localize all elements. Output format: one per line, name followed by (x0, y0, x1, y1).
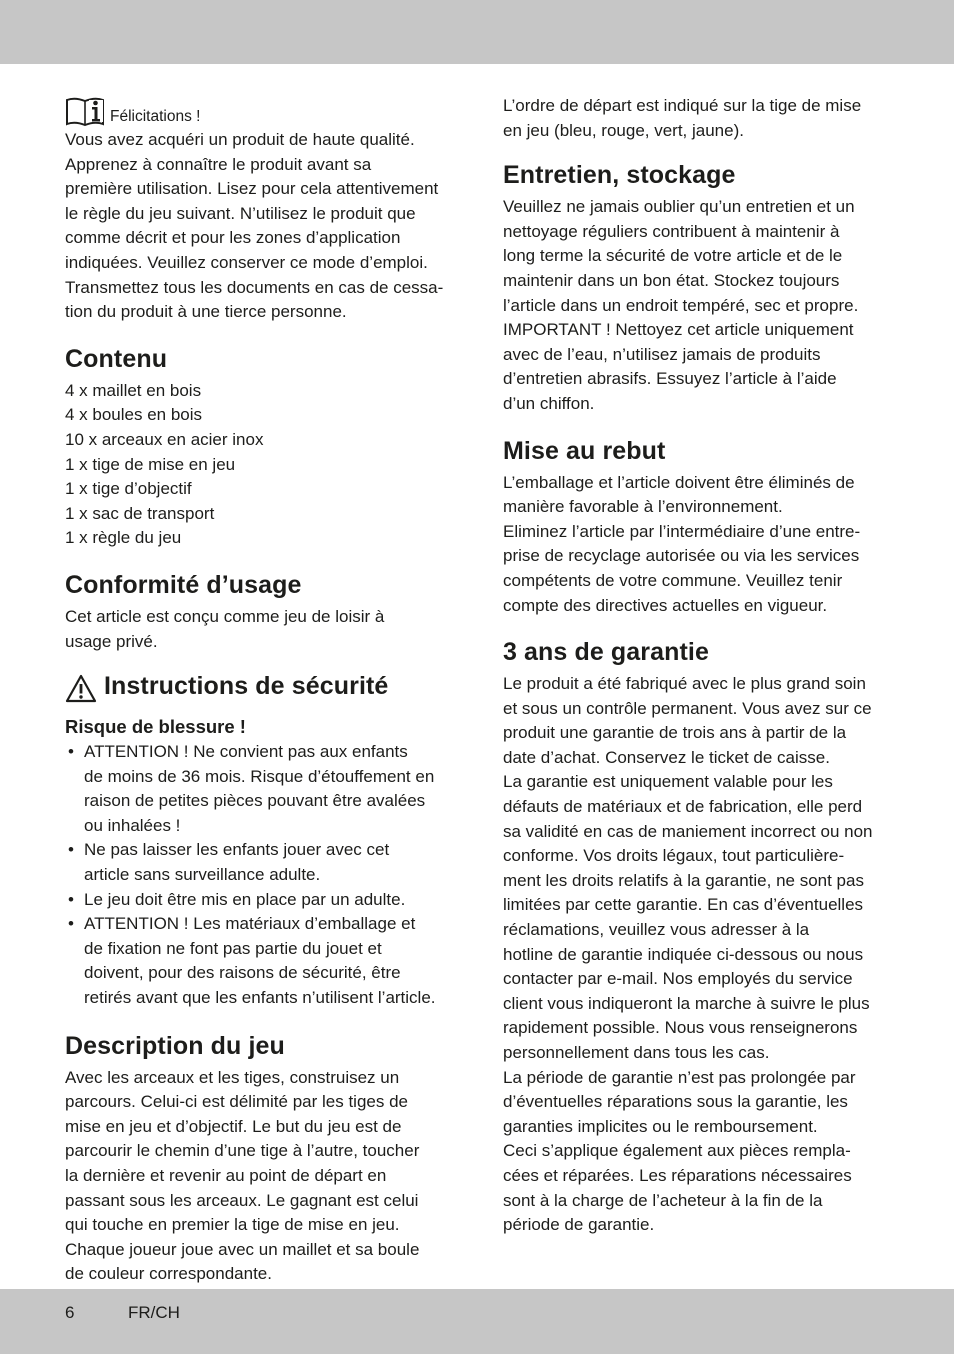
game-description-line: Avec les arceaux et les tiges, construisez un (65, 1067, 400, 1087)
safety-heading-row (65, 671, 457, 706)
game-description-section (65, 1031, 457, 1287)
game-description-line: Chaque joueur joue avec un maillet et sa boule (65, 1239, 420, 1259)
bullet-line: Le jeu doit être mis en place par un adulte. (84, 889, 406, 909)
bullet-line: Ne pas laisser les enfants jouer avec cet (84, 840, 390, 860)
maintenance-line: d’un chiffon. (503, 393, 595, 413)
disposal-line: manière favorable à l’environnement. (503, 497, 783, 517)
list-item: 1 x sac de transport (65, 503, 215, 523)
safety-section (65, 671, 457, 1011)
bullet-marker: • (68, 889, 74, 909)
intro-greeting: Félicitations ! (110, 108, 201, 125)
intro-line: première utilisation. Lisez pour cela attentivement (65, 179, 439, 199)
warranty-line: réclamations, veuillez vous adresser à la (503, 920, 810, 940)
list-item: 1 x règle du jeu (65, 528, 182, 548)
bullet-item (65, 912, 457, 1010)
maintenance-line: long terme la sécurité de votre article et de le (503, 246, 843, 266)
maintenance-line: nettoyage réguliers contribuent à maintenir à (503, 221, 840, 241)
warranty-line: conforme. Vos droits légaux, tout particulière- (503, 846, 845, 866)
intro-greeting-line (65, 96, 457, 128)
warranty-line: Ceci s’applique également aux pièces rempla- (503, 1141, 851, 1161)
intro-line: comme décrit et pour les zones d’application (65, 228, 401, 248)
warning-triangle-icon (65, 674, 97, 704)
intro-line: indiquées. Veuillez conserver ce mode d’emploi. (65, 252, 428, 272)
order-note-line: L’ordre de départ est indiqué sur la tige de mise (503, 96, 862, 115)
bullet-item (65, 838, 457, 887)
game-description-line: parcourir le chemin d’une tige à l’autre, toucher (65, 1141, 420, 1161)
contents-list (65, 379, 457, 551)
warranty-line: cées et réparées. Les réparations nécessaires (503, 1165, 852, 1185)
list-item: 1 x tige d’objectif (65, 479, 192, 499)
intro-line: le règle du jeu suivant. N’utilisez le produit que (65, 203, 416, 223)
warranty-line: d’éventuelles réparations sous la garantie, les (503, 1092, 848, 1112)
disposal-line: L’emballage et l’article doivent être éliminés de (503, 472, 855, 492)
warranty-line: La garantie est uniquement valable pour les (503, 772, 833, 792)
right-column (503, 94, 895, 1238)
bullet-marker: • (68, 742, 74, 762)
warranty-line: rapidement possible. Nous vous renseignerons (503, 1018, 858, 1038)
bullet-item (65, 740, 457, 838)
intended-use-section (65, 570, 457, 654)
warranty-line: produit une garantie de trois ans à partir de la (503, 723, 847, 743)
manual-info-icon (65, 96, 105, 128)
maintenance-line: IMPORTANT ! Nettoyez cet article uniquement (503, 320, 854, 340)
game-description-line: qui touche en premier la tige de mise en jeu. (65, 1215, 400, 1235)
list-item: 1 x tige de mise en jeu (65, 454, 236, 474)
disposal-section (503, 436, 895, 619)
warranty-line: Le produit a été fabriqué avec le plus grand soin (503, 674, 866, 694)
language-code: FR/CH (128, 1303, 180, 1322)
disposal-line: prise de recyclage autorisée ou via les services (503, 546, 860, 566)
warranty-heading: 3 ans de garantie (503, 638, 709, 667)
warranty-line: contacter par e-mail. Nos employés du service (503, 969, 853, 989)
warranty-line: sont à la charge de l’acheteur à la fin de la (503, 1190, 823, 1210)
list-item: 4 x maillet en bois (65, 380, 202, 400)
maintenance-line: d’entretien abrasifs. Essuyez l’article à l’aide (503, 369, 837, 389)
warranty-line: ment les droits relatifs à la garantie, ne sont pas (503, 870, 864, 890)
bullet-line: de fixation ne font pas partie du jouet et (84, 938, 382, 958)
maintenance-line: avec de l’eau, n’utilisez jamais de produits (503, 344, 821, 364)
bullet-marker: • (68, 914, 74, 934)
disposal-line: Eliminez l’article par l’intermédiaire d’une entre- (503, 521, 861, 541)
list-item: 10 x arceaux en acier inox (65, 429, 264, 449)
maintenance-line: Veuillez ne jamais oublier qu’un entretien et un (503, 197, 855, 217)
bullet-marker: • (68, 840, 74, 860)
warranty-line: La période de garantie n’est pas prolongée par (503, 1067, 856, 1087)
game-description-line: passant sous les arceaux. Le gagnant est celui (65, 1190, 419, 1210)
intended-use-line: Cet article est conçu comme jeu de loisir à (65, 606, 385, 626)
intro-text (65, 128, 457, 325)
warranty-line: hotline de garantie indiquée ci-dessous ou nous (503, 944, 864, 964)
warranty-line: période de garantie. (503, 1215, 655, 1235)
intro-line: Vous avez acquéri un produit de haute qualité. (65, 130, 415, 149)
bullet-item (65, 888, 457, 913)
warranty-section (503, 637, 895, 1238)
page-number: 6 (65, 1303, 75, 1322)
contents-section (65, 344, 457, 551)
bullet-line: retirés avant que les enfants n’utilisent l’article. (84, 988, 436, 1008)
header-band (0, 0, 954, 64)
warranty-line: date d’achat. Conservez le ticket de caisse. (503, 747, 830, 767)
maintenance-section (503, 160, 895, 416)
disposal-line: compte des directives actuelles en vigueur. (503, 595, 828, 615)
list-item: 4 x boules en bois (65, 405, 203, 425)
disposal-heading: Mise au rebut (503, 436, 666, 465)
bullet-line: article sans surveillance adulte. (84, 865, 321, 885)
warranty-line: et sous un contrôle permanent. Vous avez sur ce (503, 698, 872, 718)
bullet-line: ATTENTION ! Les matériaux d’emballage et (84, 914, 416, 934)
intended-use-line: usage privé. (65, 631, 158, 651)
injury-risk-subheading: Risque de blessure ! (65, 716, 246, 738)
bullet-line: doivent, pour des raisons de sécurité, être (84, 963, 401, 983)
game-description-line: la dernière et revenir au point de départ en (65, 1166, 387, 1185)
intended-use-heading: Conformité d’usage (65, 570, 302, 599)
warranty-line: personnellement dans tous les cas. (503, 1043, 770, 1062)
warranty-line: défauts de matériaux et de fabrication, elle perd (503, 797, 863, 817)
order-note (503, 94, 895, 143)
game-description-line: parcours. Celui-ci est délimité par les tiges de (65, 1092, 408, 1112)
game-description-line: de couleur correspondante. (65, 1264, 272, 1284)
left-column (65, 96, 457, 1287)
warranty-line: sa validité en cas de maniement incorrect ou non (503, 821, 873, 841)
maintenance-line: maintenir dans un bon état. Stockez toujours (503, 270, 840, 290)
safety-bullet-list (65, 740, 457, 1011)
disposal-line: compétents de votre commune. Veuillez tenir (503, 570, 843, 590)
safety-heading: Instructions de sécurité (104, 672, 389, 701)
contents-heading: Contenu (65, 344, 168, 373)
warranty-line: limitées par cette garantie. En cas d’éventuelles (503, 895, 864, 915)
bullet-line: ou inhalées ! (84, 815, 181, 835)
warranty-line: garanties implicites ou le remboursement. (503, 1116, 818, 1136)
game-description-heading: Description du jeu (65, 1031, 285, 1060)
bullet-line: raison de petites pièces pouvant être avalées (84, 791, 426, 811)
order-note-line: en jeu (bleu, rouge, vert, jaune). (503, 120, 744, 140)
intro-line: tion du produit à une tierce personne. (65, 302, 347, 322)
bullet-line: ATTENTION ! Ne convient pas aux enfants (84, 742, 408, 762)
maintenance-heading: Entretien, stockage (503, 161, 736, 190)
bullet-line: de moins de 36 mois. Risque d’étouffement en (84, 766, 435, 786)
intro-line: Transmettez tous les documents en cas de cessa- (65, 277, 444, 297)
game-description-line: mise en jeu et d’objectif. Le but du jeu est de (65, 1116, 402, 1136)
maintenance-line: l’article dans un endroit tempéré, sec et propre. (503, 295, 859, 315)
intro-block (65, 96, 457, 325)
intro-line: Apprenez à connaître le produit avant sa (65, 154, 372, 174)
warranty-line: client vous indiqueront la marche à suivre le plus (503, 993, 870, 1013)
